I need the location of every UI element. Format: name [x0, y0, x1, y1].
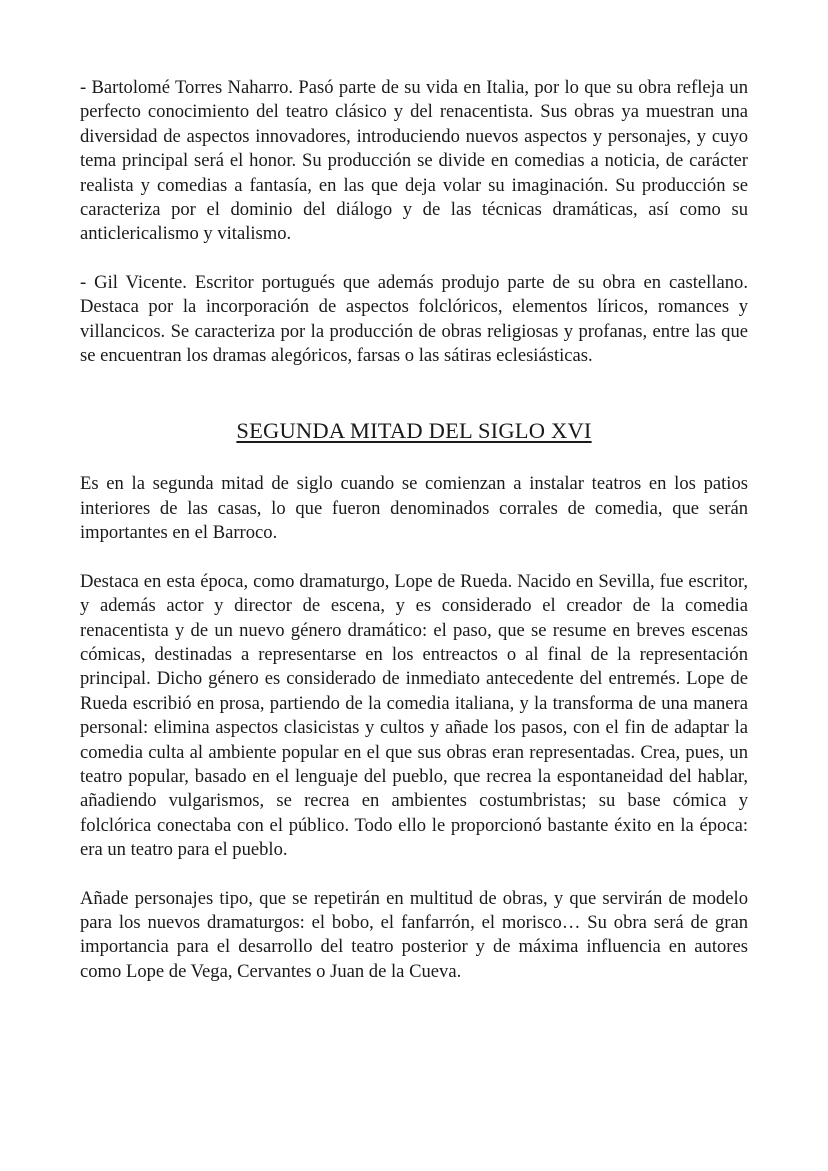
- paragraph-spacer: [80, 546, 748, 570]
- document-page: [80, 76, 748, 984]
- paragraph-spacer: [80, 863, 748, 887]
- paragraph-lope-de-rueda: Destaca en esta época, como dramaturgo, Lope de Rueda. Nacido en Sevilla, fue escritor, y además actor y director de escena, y es considerado el creador de la comedia renacentista y de un nuevo género dramático: el paso, que se resume en breves escenas cómicas, destinadas a representarse en los entreactos o al final de la representación principal. Dicho género es considerado de inmediato antecedente del entremés. Lope de Rueda escribió en prosa, partiendo de la comedia italiana, y la transforma de una manera personal: elimina aspectos clasicistas y cultos y añade los pasos, con el fin de adaptar la comedia culta al ambiente popular en el que sus obras eran representadas. Crea, pues, un teatro popular, basado en el lenguaje del pueblo, que recrea la espontaneidad del hablar, añadiendo vulgarismos, se recrea en ambientes costumbristas; su base cómica y folclórica conectaba con el público. Todo ello le proporcionó bastante éxito en la época: era un teatro para el pueblo.: [80, 570, 748, 861]
- section-heading: SEGUNDA MITAD DEL SIGLO XVI: [236, 418, 592, 444]
- paragraph-gil-vicente: - Gil Vicente. Escritor portugués que además produjo parte de su obra en castellano. Destaca por la incorporación de aspectos folclóricos, elementos líricos, romances y villancicos. Se caracteriza por la producción de obras religiosas y profanas, entre las que se encuentran los dramas alegóricos, farsas o las sátiras eclesiásticas.: [80, 271, 748, 367]
- paragraph-corrales: Es en la segunda mitad de siglo cuando se comienzan a instalar teatros en los patios interiores de las casas, lo que fueron denominados corrales de comedia, que serán importantes en el Barroco.: [80, 473, 748, 544]
- paragraph-spacer: [80, 247, 748, 271]
- paragraph-personajes-tipo: Añade personajes tipo, que se repetirán en multitud de obras, y que servirán de modelo para los nuevos dramaturgos: el bobo, el fanfarrón, el morisco… Su obra será de gran importancia para el desarrollo del teatro posterior y de máxima influencia en autores como Lope de Vega, Cervantes o Juan de la Cueva.: [80, 887, 748, 982]
- paragraph-torres-naharro: - Bartolomé Torres Naharro. Pasó parte de su vida en Italia, por lo que su obra refleja un perfecto conocimiento del teatro clásico y del renacentista. Sus obras ya muestran una diversidad de aspectos innovadores, introduciendo nuevos aspectos y personajes, y cuyo tema principal será el honor. Su producción se divide en comedias a noticia, de carácter realista y comedias a fantasía, en las que deja volar su imaginación. Su producción se caracteriza por el dominio del diálogo y de las técnicas dramáticas, así como su anticlericalismo y vitalismo.: [80, 77, 748, 245]
